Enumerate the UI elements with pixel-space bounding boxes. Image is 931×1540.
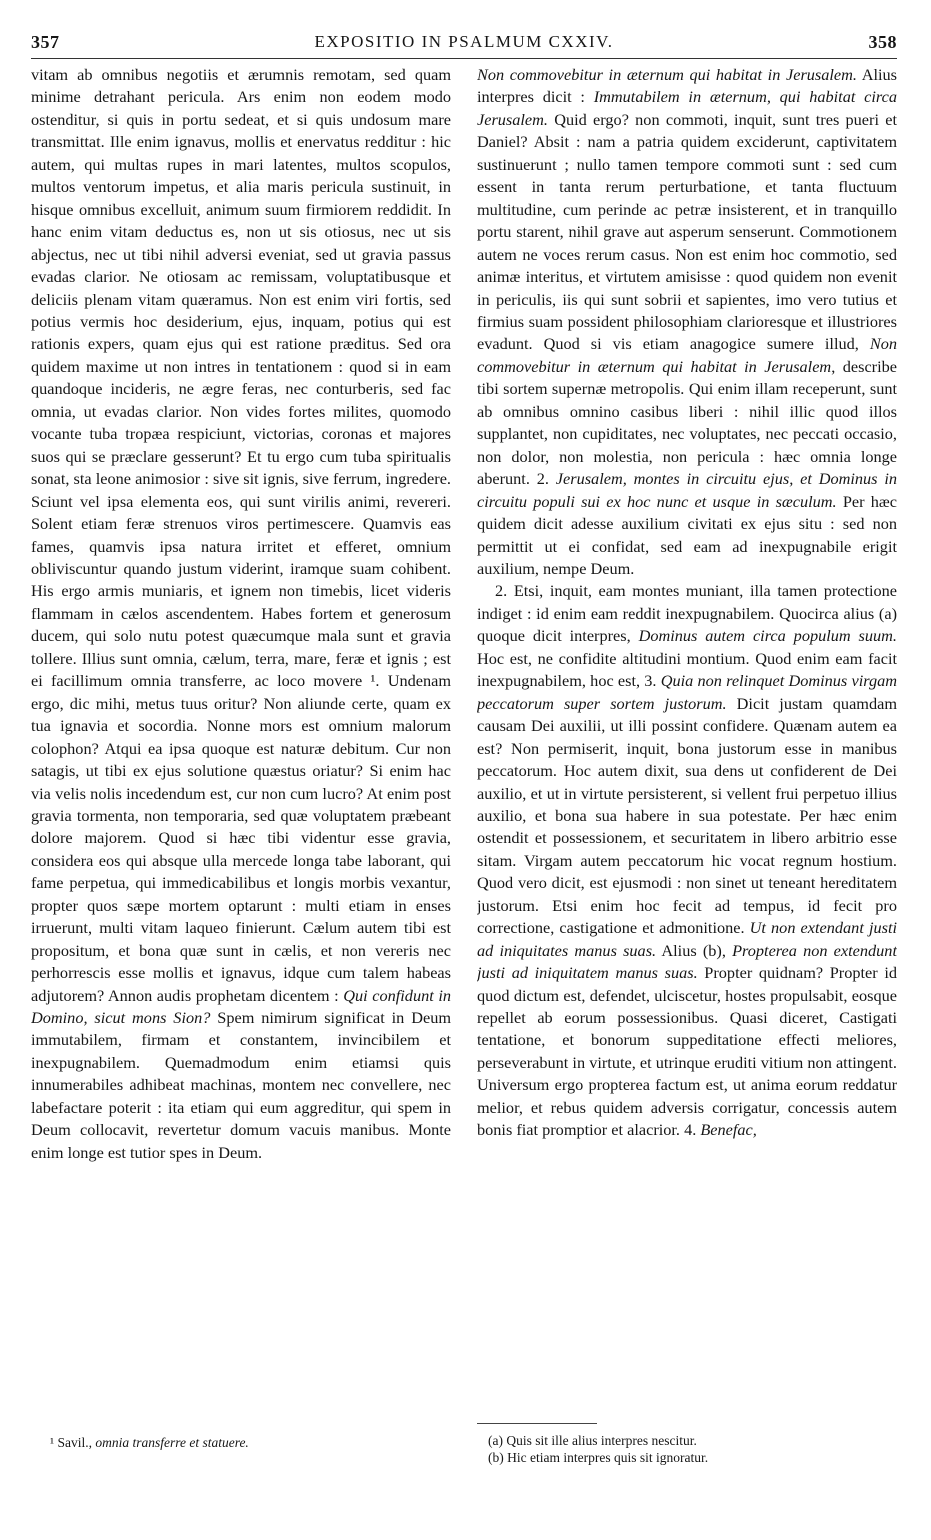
text-run: Dicit justam quamdam causam Dei auxilii, ut illi possint confidere. Quænam autem ea est? Non permiserit, inquit, bona justorum esse in manibus peccatorum. Hoc autem dixit, sua dens ut confiderent de Dei auxilio, et ut in virtute persisterent, si vellent frui perpetuo illius auxilio, et bona sua habere in sua potestate. Per hæc enim ostendit et possessionem, et securitatem in libero arbitrio esse sitam. Virgam autem peccatorum hic vocat regnum hostium. Quod vero dicit, est ejusmodi : non sinet ut teneant hereditatem justorum. Etsi enim hoc fecit ad tempus, id fecit pro correctione, castigatione et admonitione. (477, 693, 897, 938)
footnote-prefix: Savil., (57, 1435, 96, 1450)
text-run: Per hæc quidem dicit adesse auxilium civitati ex ejus situ : sed non permittit ut ei confidat, sed eam ad inexpugnabile erigit auxilium, nempe Deum. (477, 491, 897, 578)
italic-quotation: Benefac, (700, 1120, 757, 1140)
page-number-right: 358 (868, 32, 897, 52)
text-run: Alius (b), (656, 940, 733, 960)
footnotes-right (488, 1432, 908, 1466)
italic-quotation: Non commovebitur in æternum qui habitat in Jerusalem. (477, 65, 857, 84)
right-paragraph-1 (477, 64, 897, 580)
italic-quotation: Quia non relinquet Dominus virgam peccatorum super sortem justorum. (477, 671, 897, 713)
italic-quotation: Jerusalem, montes in circuitu ejus, et Dominus in circuitu populi sui ex hoc nunc et usque in sæculum. (477, 469, 897, 511)
footnote-a: (a) Quis sit ille alius interpres nescitur. (488, 1433, 697, 1448)
footnote-mark: ¹ (50, 1435, 55, 1450)
italic-quotation: Immutabilem in æternum, qui habitat circa Jerusalem. (477, 87, 897, 129)
italic-quotation: Ut non extendant justi ad iniquitates manus suas. (477, 918, 897, 960)
text-run: vitam ab omnibus negotiis et ærumnis remotam, sed quam minime detrahant pericula. Ars enim non eodem modo ostenditur, si quis in portu sedeat, et si quis undosum mare transmittat. Ille enim ignavus, mollis et enervatus redditur : hic autem, qui multas rupes in mari latentes, multos scopulos, multos ventorum impetus, et alia maris pericula sustinuit, in hisque omnibus excelluit, animum suum firmiorem reddidit. In hanc enim vitam deductus es, non ut sis otiosus, nec ut sis abjectus, nec ut tibi nihil adversi eveniat, sed ut gravia passus evadas clarior. Ne otiosam ac remissam, voluptatibusque et deliciis plenam vitam quæramus. Non est enim viri fortis, sed potius vermis hoc desiderium, ejus, inquam, potius qui est rationis expers, quam ejus qui est ratione præditus. Sed ora quidem maxime ut non intres in tentationem : quod si in eam quandoque incideris, ne ægre feras, nec conturberis, sed fac omnia, ut evadas clarior. Non vides fortes milites, quomodo vocante tuba tropæa respiciunt, victorias, coronas et majores suos qui se præclare gesserunt? Et tu ergo cum tuba spiritualis sonat, sta leone animosior : sive sit ignis, sive ferrum, ingredere. Sciunt vel ipsa elementa eos, qui sunt virilis animi, revereri. Solent etiam feræ strenuos viros pertimescere. Quamvis eas fames, quamvis ipsa natura irritet et efferet, omnium obliviscuntur quando justum viderint, iramque suam cohibent. His ergo armis muniaris, et ignem non timebis, licet videris flammam in cælos ascendentem. Habes fortem et generosum ducem, qui solo nutu potest quæcumque mala sunt et gravia tollere. Illius sunt omnia, cælum, terra, mare, feræ et ignis ; est ei facillimum omnia transferre, ac loco movere ¹. Undenam ergo, dic mihi, metus tuus oritur? Non aliunde certe, quam ex tua ignavia et socordia. Nonne mors est omnium malorum colophon? Atqui ea ipsa quoque est naturæ debitum. Cur non satagis, ut tibi ex ejus solutione quæstus oriatur? Si enim hac via velis nolis incedendum est, cur non cum lucro? At enim post gravia tormenta, non temporaria, sed quæ voluptatem præbeant dolore majorem. Quod si hæc tibi videntur esse gravia, considera eos qui absque ulla mercede longa tabe laborant, qui fame perpetua, qui immedicabilibus et longis morbis vexantur, propter quos sæpe mortem optarunt : multi etiam in enses irruerunt, multi vitam laqueo finierunt. Cælum autem tibi est propositum, et bona quæ sunt in cælis, et non vereris nec perhorrescis esse mollis et ignavus, idque cum talem habeas adjutorem? Annon audis prophetam dicentem : (31, 65, 451, 1005)
text-run: Hoc est, ne confidite altitudini montium. Quod enim eam facit inexpugnabilem, hoc est, 3. (477, 648, 897, 691)
running-title: EXPOSITIO IN PSALMUM CXXIV. (314, 32, 614, 51)
italic-quotation: Non commovebitur in æternum qui habitat in Jerusalem (477, 334, 897, 376)
left-column (31, 64, 451, 1420)
left-paragraph (31, 64, 451, 1164)
footnote-left (50, 1435, 430, 1451)
text-run: Quid ergo? non commoti, inquit, sunt tres pueri et Daniel? Absit : nam a patria quidem exciderunt, captivitatem sustinuerunt ; nullo tamen tempore commoti sunt : sed cum essent in tanta rerum perturbatione, et tanta fluctuum multitudine, cum perinde ac petræ insisterent, et in tranquillo portu starent, nihil grave aut asperum senserunt. Commotionem autem ne voces rerum casus. Non est enim hoc commotio, sed animæ interitus, et virtutem amisisse : quod quidem non evenit in periculis, iis qui sunt sobrii et sapientes, imo vero tutius et firmius suam possident philosophiam clarioresque et illustriores evadunt. Quod si vis etiam anagogice sumere illud, (477, 109, 897, 354)
text-run: 2. Etsi, inquit, eam montes muniant, illa tamen protectione indiget : id enim eam reddit inexpugnabilem. Quocirca alius (a) quoque dicit interpres, (477, 581, 897, 646)
text-run: Propter quidnam? Propter id quod dictum est, defendet, ulciscetur, hostes propulsabit, eosque repellet ab eorum possessionibus. Quasi diceret, Castigati tentatione, et bonorum suppeditatione effecti meliores, perseverabunt in virtute, et utrinque eruditi vitium non attingent. Universum ergo propterea factum est, ut anima eorum reddatur melior, et rebus quidem adversis corrigatur, concessis autem bonis fiat promptior et alacrior. 4. (477, 963, 897, 1140)
running-header (31, 32, 897, 59)
right-column (477, 64, 897, 1420)
text-run: Spem nimirum significat in Deum immutabilem, firmam et constantem, invincibilem et inexpugnabilem. Quemadmodum enim etiamsi quis innumerabiles adhibeat machinas, montem nec convellere, nec labefactare poterit : ita etiam qui eum aggreditur, qui spem in Deum collocavit, revertetur domum vacuis manibus. Monte enim longe est tutior spes in Deum. (31, 1008, 451, 1162)
italic-quotation: Dominus autem circa populum suum. (638, 626, 897, 646)
italic-quotation: Qui confidunt in Domino, sicut mons Sion? (31, 985, 451, 1028)
right-paragraph-2 (477, 580, 897, 1141)
page-number-left: 357 (31, 32, 60, 52)
footnote-separator (477, 1423, 597, 1424)
text-run: , describe tibi sortem supernæ metropolis. Qui enim illam receperunt, sunt ab omnibus omnino casibus liberi : nihil illic quod illos supplantet, non cupiditates, nec voluptates, nec peccati occasio, non dolor, non molestia, non pericula : hæc omnia longe aberunt. 2. (477, 356, 897, 489)
text-run: Alius interpres dicit : (477, 65, 897, 107)
italic-quotation: Propterea non extendunt justi ad iniquitatem manus suas. (477, 940, 897, 983)
footnote-b: (b) Hic etiam interpres quis sit ignoratur. (488, 1450, 709, 1465)
footnote-text: omnia transferre et statuere. (95, 1435, 249, 1450)
